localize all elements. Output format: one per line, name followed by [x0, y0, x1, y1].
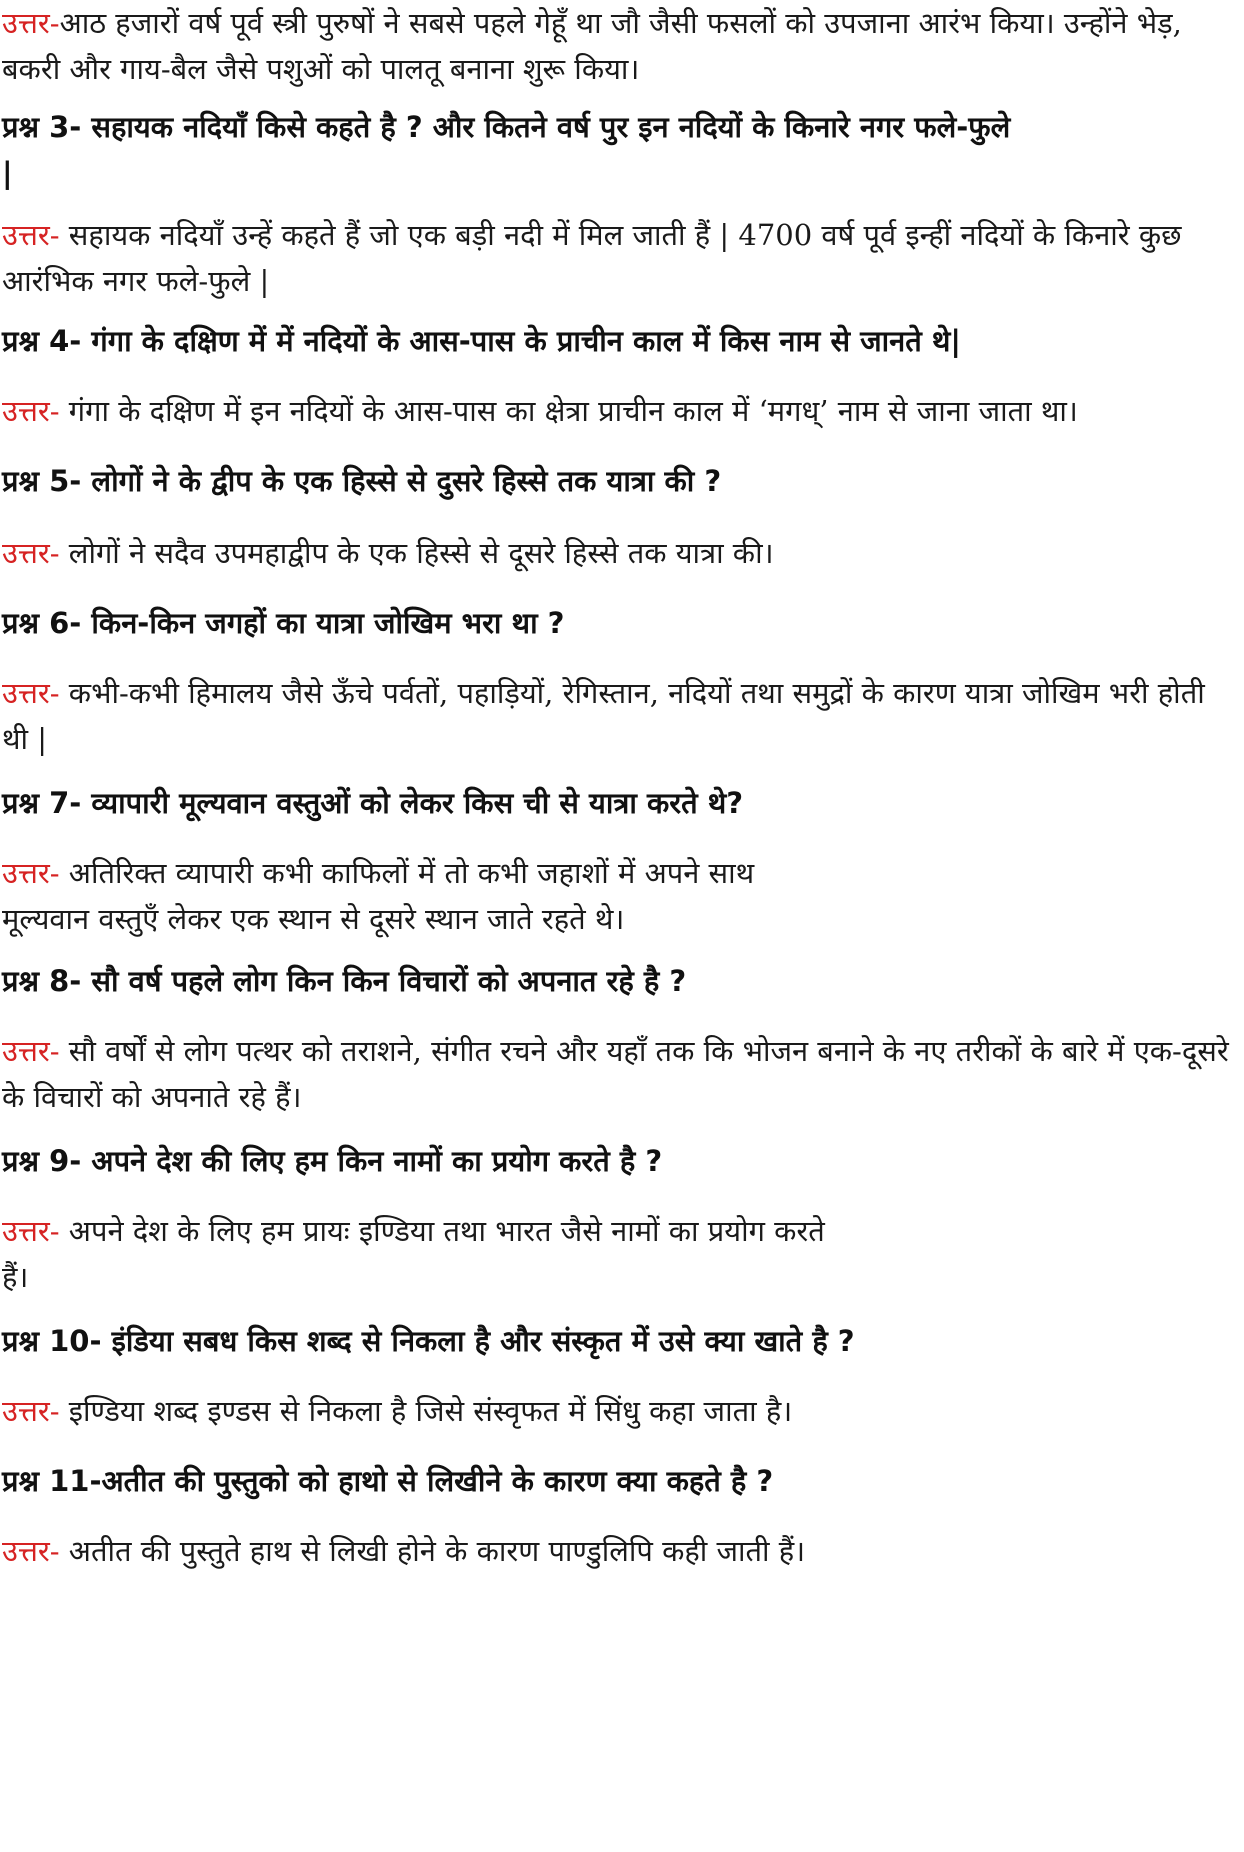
answer-text-line2: मूल्यवान वस्तुएँ लेकर एक स्थान से दूसरे स्थान जाते रहते थे। [2, 902, 625, 936]
answer-label: उत्तर- [2, 1394, 60, 1428]
answer-2 [2, 0, 1238, 92]
answer-11 [2, 1528, 1238, 1574]
question-8 [2, 958, 1238, 1004]
answer-6 [2, 670, 1238, 762]
answer-5 [2, 530, 1238, 576]
answer-text: अपने देश के लिए हम प्रायः इण्डिया तथा भारत जैसे नामों का प्रयोग करते [59, 1214, 825, 1248]
answer-7 [2, 850, 1238, 942]
answer-label: उत्तर- [2, 6, 60, 40]
question-11 [2, 1458, 1238, 1504]
answer-3 [2, 212, 1238, 304]
answer-text: लोगों ने सदैव उपमहाद्वीप के एक हिस्से से दूसरे हिस्से तक यात्रा की। [59, 536, 774, 570]
answer-text: अतीत की पुस्तुते हाथ से लिखी होने के कारण पाण्डुलिपि कही जाती हैं। [59, 1534, 806, 1568]
question-text: प्रश्न 6- किन-किन जगहों का यात्रा जोखिम भरा था ? [2, 606, 565, 640]
answer-label: उत्तर- [2, 536, 60, 570]
answer-label: उत्तर- [2, 1034, 60, 1068]
question-text: प्रश्न 7- व्यापारी मूल्यवान वस्तुओं को लेकर किस ची से यात्रा करते थे? [2, 786, 744, 820]
answer-text: सौ वर्षों से लोग पत्थर को तराशने, संगीत रचने और यहाँ तक कि भोजन बनाने के नए तरीकों के बारे में एक-दूसरे के विचारों को अपनाते रहे हैं। [2, 1034, 1229, 1114]
answer-4 [2, 388, 1238, 434]
question-6 [2, 600, 1238, 646]
question-text: प्रश्न 11-अतीत की पुस्तुको को हाथो से लिखीने के कारण क्या कहते है ? [2, 1464, 774, 1498]
question-text: प्रश्न 8- सौ वर्ष पहले लोग किन किन विचारों को अपनात रहे है ? [2, 964, 687, 998]
question-7 [2, 780, 1238, 826]
question-9 [2, 1138, 1238, 1184]
answer-label: उत्तर- [2, 856, 60, 890]
answer-text: आठ हजारों वर्ष पूर्व स्त्री पुरुषों ने सबसे पहले गेहूँ था जौ जैसी फसलों को उपजाना आरंभ किया। उन्होंने भेड़, बकरी और गाय-बैल जैसे पशुओं को पालतू बनाना शुरू किया। [2, 6, 1182, 86]
answer-text: अतिरिक्त व्यापारी कभी काफिलों में तो कभी जहाशों में अपने साथ [59, 856, 755, 890]
question-suffix: | [2, 156, 13, 190]
question-text: प्रश्न 3- सहायक नदियाँ किसे कहते है ? और कितने वर्ष पुर इन नदियों के किनारे नगर फले-फुले [2, 110, 1011, 144]
answer-text: इण्डिया शब्द इण्डस से निकला है जिसे संस्वृफत में सिंधु कहा जाता है। [59, 1394, 793, 1428]
answer-label: उत्तर- [2, 1214, 60, 1248]
answer-label: उत्तर- [2, 218, 60, 252]
answer-label: उत्तर- [2, 676, 60, 710]
question-4 [2, 318, 1238, 364]
answer-text-line2: हैं। [2, 1260, 29, 1294]
question-10 [2, 1318, 1238, 1364]
answer-text: गंगा के दक्षिण में इन नदियों के आस-पास का क्षेत्रा प्राचीन काल में ‘मगध्’ नाम से जाना जाता था। [59, 394, 1078, 428]
answer-label: उत्तर- [2, 394, 60, 428]
question-text: प्रश्न 4- गंगा के दक्षिण में में नदियों के आस-पास के प्राचीन काल में किस नाम से जानते थे| [2, 324, 962, 358]
question-3 [2, 104, 1238, 196]
question-text: प्रश्न 10- इंडिया सबध किस शब्द से निकला है और संस्कृत में उसे क्या खाते है ? [2, 1324, 855, 1358]
answer-8 [2, 1028, 1238, 1120]
question-text: प्रश्न 9- अपने देश की लिए हम किन नामों का प्रयोग करते है ? [2, 1144, 663, 1178]
question-5 [2, 458, 1238, 504]
answer-label: उत्तर- [2, 1534, 60, 1568]
answer-9 [2, 1208, 1238, 1300]
answer-10 [2, 1388, 1238, 1434]
question-text: प्रश्न 5- लोगों ने के द्वीप के एक हिस्से से दुसरे हिस्से तक यात्रा की ? [2, 464, 722, 498]
answer-text: कभी-कभी हिमालय जैसे ऊँचे पर्वतों, पहाड़ियों, रेगिस्तान, नदियों तथा समुद्रों के कारण यात्रा जोखिम भरी होती थी | [2, 676, 1205, 756]
answer-text: सहायक नदियाँ उन्हें कहते हैं जो एक बड़ी नदी में मिल जाती हैं | 4700 वर्ष पूर्व इन्हीं नदियों के किनारे कुछ आरंभिक नगर फले-फुले | [2, 218, 1182, 298]
